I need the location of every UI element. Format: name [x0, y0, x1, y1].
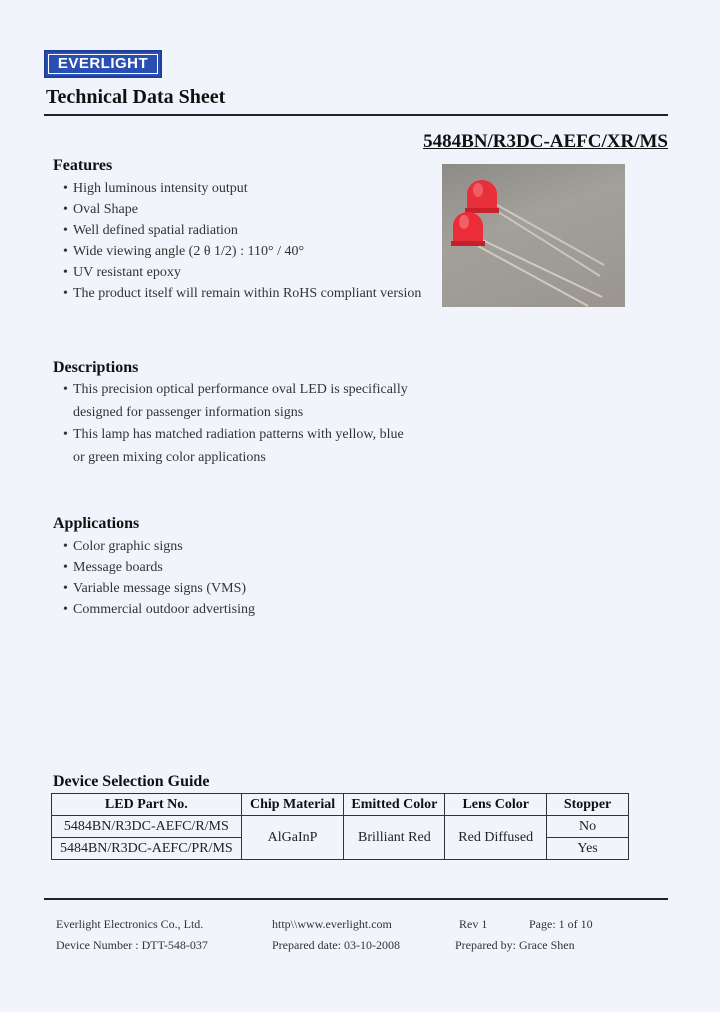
footer-company: Everlight Electronics Co., Ltd. [56, 917, 204, 931]
column-header: Stopper [547, 794, 629, 816]
led-product-photo [442, 164, 625, 307]
chip-material-cell: AlGaInP [241, 816, 344, 860]
list-item: • Message boards [53, 557, 255, 578]
list-item-continuation: designed for passenger information signs [73, 404, 304, 420]
footer-rule [44, 898, 668, 900]
list-item: • High luminous intensity output [53, 178, 421, 199]
logo-text: EVERLIGHT [48, 54, 158, 74]
column-header: Emitted Color [344, 794, 445, 816]
features-title: Features [53, 157, 113, 174]
part-number-cell: 5484BN/R3DC-AEFC/R/MS [52, 816, 242, 838]
stopper-cell: Yes [547, 838, 629, 860]
applications-list [53, 536, 255, 620]
table-header-row [52, 794, 629, 816]
lens-color-cell: Red Diffused [445, 816, 547, 860]
column-header: Chip Material [241, 794, 344, 816]
list-item: • This lamp has matched radiation patterns with yellow, blue [53, 424, 408, 447]
list-item: • Well defined spatial radiation [53, 220, 421, 241]
device-selection-table [51, 793, 629, 860]
descriptions-list [53, 379, 408, 469]
list-item: • Color graphic signs [53, 536, 255, 557]
emitted-color-cell: Brilliant Red [344, 816, 445, 860]
table-row [52, 816, 629, 838]
column-header: Lens Color [445, 794, 547, 816]
list-item: • Oval Shape [53, 199, 421, 220]
footer-website-link[interactable]: http\\www.everlight.com [272, 917, 392, 931]
list-item: • Commercial outdoor advertising [53, 599, 255, 620]
list-item: • Variable message signs (VMS) [53, 578, 255, 599]
list-item: • UV resistant epoxy [53, 262, 421, 283]
footer-revision: Rev 1 [459, 917, 488, 931]
list-item: • The product itself will remain within RoHS compliant version [53, 283, 421, 304]
applications-title: Applications [53, 515, 140, 532]
footer-prepared-date: Prepared date: 03-10-2008 [272, 938, 400, 952]
led-illustration [442, 164, 625, 307]
led-front-icon [451, 212, 485, 246]
everlight-logo [44, 50, 162, 78]
footer-page-number: Page: 1 of 10 [529, 917, 593, 931]
document-title: Technical Data Sheet [46, 86, 226, 108]
stopper-cell: No [547, 816, 629, 838]
footer-prepared-by: Prepared by: Grace Shen [455, 938, 575, 952]
header-rule [44, 114, 668, 116]
led-back-icon [465, 180, 499, 213]
descriptions-title: Descriptions [53, 359, 139, 376]
part-number-cell: 5484BN/R3DC-AEFC/PR/MS [52, 838, 242, 860]
list-item: • This precision optical performance oval LED is specifically [53, 379, 408, 402]
column-header: LED Part No. [52, 794, 242, 816]
footer-device-number: Device Number : DTT-548-037 [56, 938, 208, 952]
features-list [53, 178, 421, 304]
device-guide-title: Device Selection Guide [53, 773, 210, 790]
list-item-continuation: or green mixing color applications [73, 449, 266, 465]
list-item: • Wide viewing angle (2 θ 1/2) : 110° / 40° [53, 241, 421, 262]
part-number-title: 5484BN/R3DC-AEFC/XR/MS [423, 131, 668, 152]
